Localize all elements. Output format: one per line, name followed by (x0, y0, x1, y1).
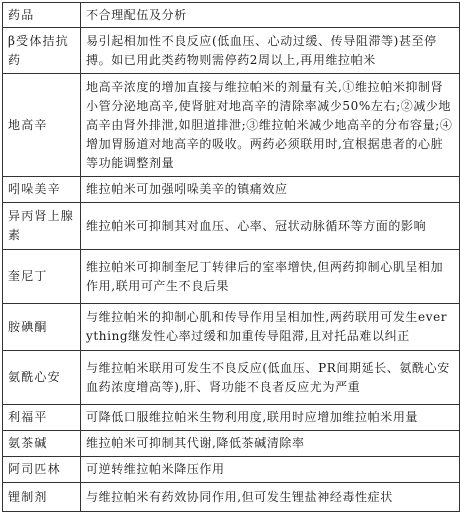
drug-name: 氨茶碱 (3, 431, 81, 457)
drug-name: 胺碘酮 (3, 304, 81, 351)
interaction-analysis: 与维拉帕米联用可发生不良反应(低血压、PR间期延长、氨酰心安血药浓度增高等),肝、肾功能不良者反应尤为严重 (81, 351, 460, 405)
header-drug: 药品 (3, 3, 81, 28)
drug-name: 锂制剂 (3, 483, 81, 512)
table-row (3, 74, 460, 177)
interaction-analysis: 维拉帕米可抑制其代谢,降低茶碱清除率 (81, 431, 460, 457)
table-row (3, 483, 460, 512)
table-row (3, 203, 460, 250)
interaction-analysis: 与维拉帕米有药效协同作用,但可发生锂盐神经毒性症状 (81, 483, 460, 512)
table-row (3, 457, 460, 483)
drug-name: 吲哚美辛 (3, 177, 81, 203)
interaction-analysis: 可逆转维拉帕米降压作用 (81, 457, 460, 483)
header-analysis: 不合理配伍及分析 (81, 3, 460, 28)
table-header-row (3, 3, 460, 28)
interaction-analysis: 与维拉帕米的抑制心肌和传导作用呈相加性,两药联用可发生everything继发性心率过缓和加重传导阻滞,且对托品难以纠正 (81, 304, 460, 351)
interaction-analysis: 维拉帕米可抑制其对血压、心率、冠状动脉循环等方面的影响 (81, 203, 460, 250)
table-row (3, 28, 460, 74)
drug-name: 氨酰心安 (3, 351, 81, 405)
interaction-analysis: 维拉帕米可加强吲哚美辛的镇痛效应 (81, 177, 460, 203)
table-row (3, 351, 460, 405)
drug-name: 地高辛 (3, 74, 81, 177)
drug-name: 异丙肾上腺素 (3, 203, 81, 250)
interaction-analysis: 维拉帕米可抑制奎尼丁转律后的室率增快,但两药抑制心肌呈相加作用,联用可产生不良后果 (81, 250, 460, 304)
table-row (3, 431, 460, 457)
interaction-analysis: 地高辛浓度的增加直接与维拉帕米的剂量有关,①维拉帕米抑制肾小管分泌地高辛,使肾脏对地高辛的清除率减少50%左右;②减少地高辛由肾外排泄,如胆道排泄;③维拉帕米减少地高辛的分布容量;④增加胃肠道对地高辛的吸收。两药必须联用时,宜根据患者的心脏等功能调整剂量 (81, 74, 460, 177)
drug-name: 利福平 (3, 405, 81, 431)
drug-name: β受体拮抗药 (3, 28, 81, 74)
drug-name: 奎尼丁 (3, 250, 81, 304)
interaction-analysis: 易引起相加性不良反应(低血压、心动过缓、传导阻滞等)甚至停搏。如已用此类药物则需停药2周以上,再用维拉帕米 (81, 28, 460, 74)
table-row (3, 250, 460, 304)
drug-name: 阿司匹林 (3, 457, 81, 483)
table-row (3, 177, 460, 203)
interaction-analysis: 可降低口服维拉帕米生物利用度,联用时应增加维拉帕米用量 (81, 405, 460, 431)
table-row (3, 304, 460, 351)
drug-interaction-table (2, 2, 460, 512)
table-row (3, 405, 460, 431)
